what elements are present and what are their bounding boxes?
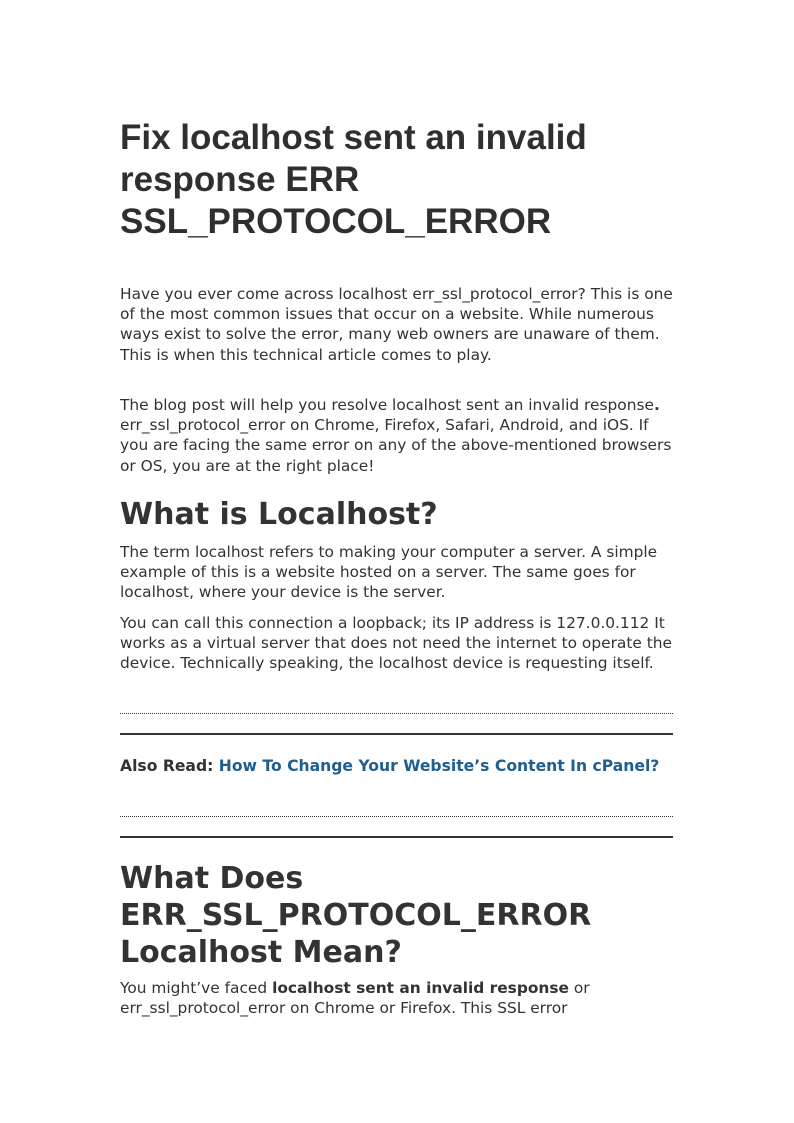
also-read-box — [120, 756, 676, 776]
section2-paragraph-1-text-a: You might’ve faced — [120, 979, 273, 997]
intro-paragraph-2 — [120, 395, 676, 476]
intro-paragraph-2-text-a: The blog post will help you resolve localhost sent an invalid response — [120, 396, 654, 414]
intro-paragraph-2-text-b: err_ssl_protocol_error on Chrome, Firefox, Safari, Android, and iOS. If you are facing the same error on any of the above-mentioned browsers or OS, you are at the right place! — [120, 416, 672, 475]
section2-paragraph-1 — [120, 978, 676, 1018]
section2-paragraph-1-text-b: or err_ssl_protocol_error on Chrome or Firefox. This SSL error — [120, 979, 590, 1018]
intro-paragraph-2-bold: . — [653, 396, 660, 414]
divider-dotted-top — [120, 713, 673, 714]
divider-dotted-bottom — [120, 816, 673, 817]
divider-solid-top — [120, 733, 673, 735]
page-title: Fix localhost sent an invalid response ERR SSL_PROTOCOL_ERROR — [120, 118, 587, 241]
section2-paragraph-1-bold: localhost sent an invalid response — [272, 979, 569, 997]
also-read-link[interactable]: How To Change Your Website’s Content In cPanel? — [218, 757, 660, 775]
intro-paragraph-1: Have you ever come across localhost err_ssl_protocol_error? This is one of the most common issues that occur on a website. While numerous ways exist to solve the error, many web owners are unaware of them. This is when this technical article comes to play. — [120, 285, 673, 364]
section1-paragraph-2: You can call this connection a loopback; its IP address is 127.0.0.112 It works as a virtual server that does not need the internet to operate the device. Technically speaking, the localhost device is requesting itself. — [120, 614, 672, 673]
divider-solid-bottom — [120, 836, 673, 838]
section-heading-err-ssl-meaning: What Does ERR_SSL_PROTOCOL_ERROR Localhost Mean? — [120, 861, 592, 970]
also-read-label: Also Read: — [120, 757, 219, 775]
section-heading-what-is-localhost: What is Localhost? — [120, 497, 438, 532]
section1-paragraph-1: The term localhost refers to making your computer a server. A simple example of this is a website hosted on a server. The same goes for localhost, where your device is the server. — [120, 543, 658, 602]
